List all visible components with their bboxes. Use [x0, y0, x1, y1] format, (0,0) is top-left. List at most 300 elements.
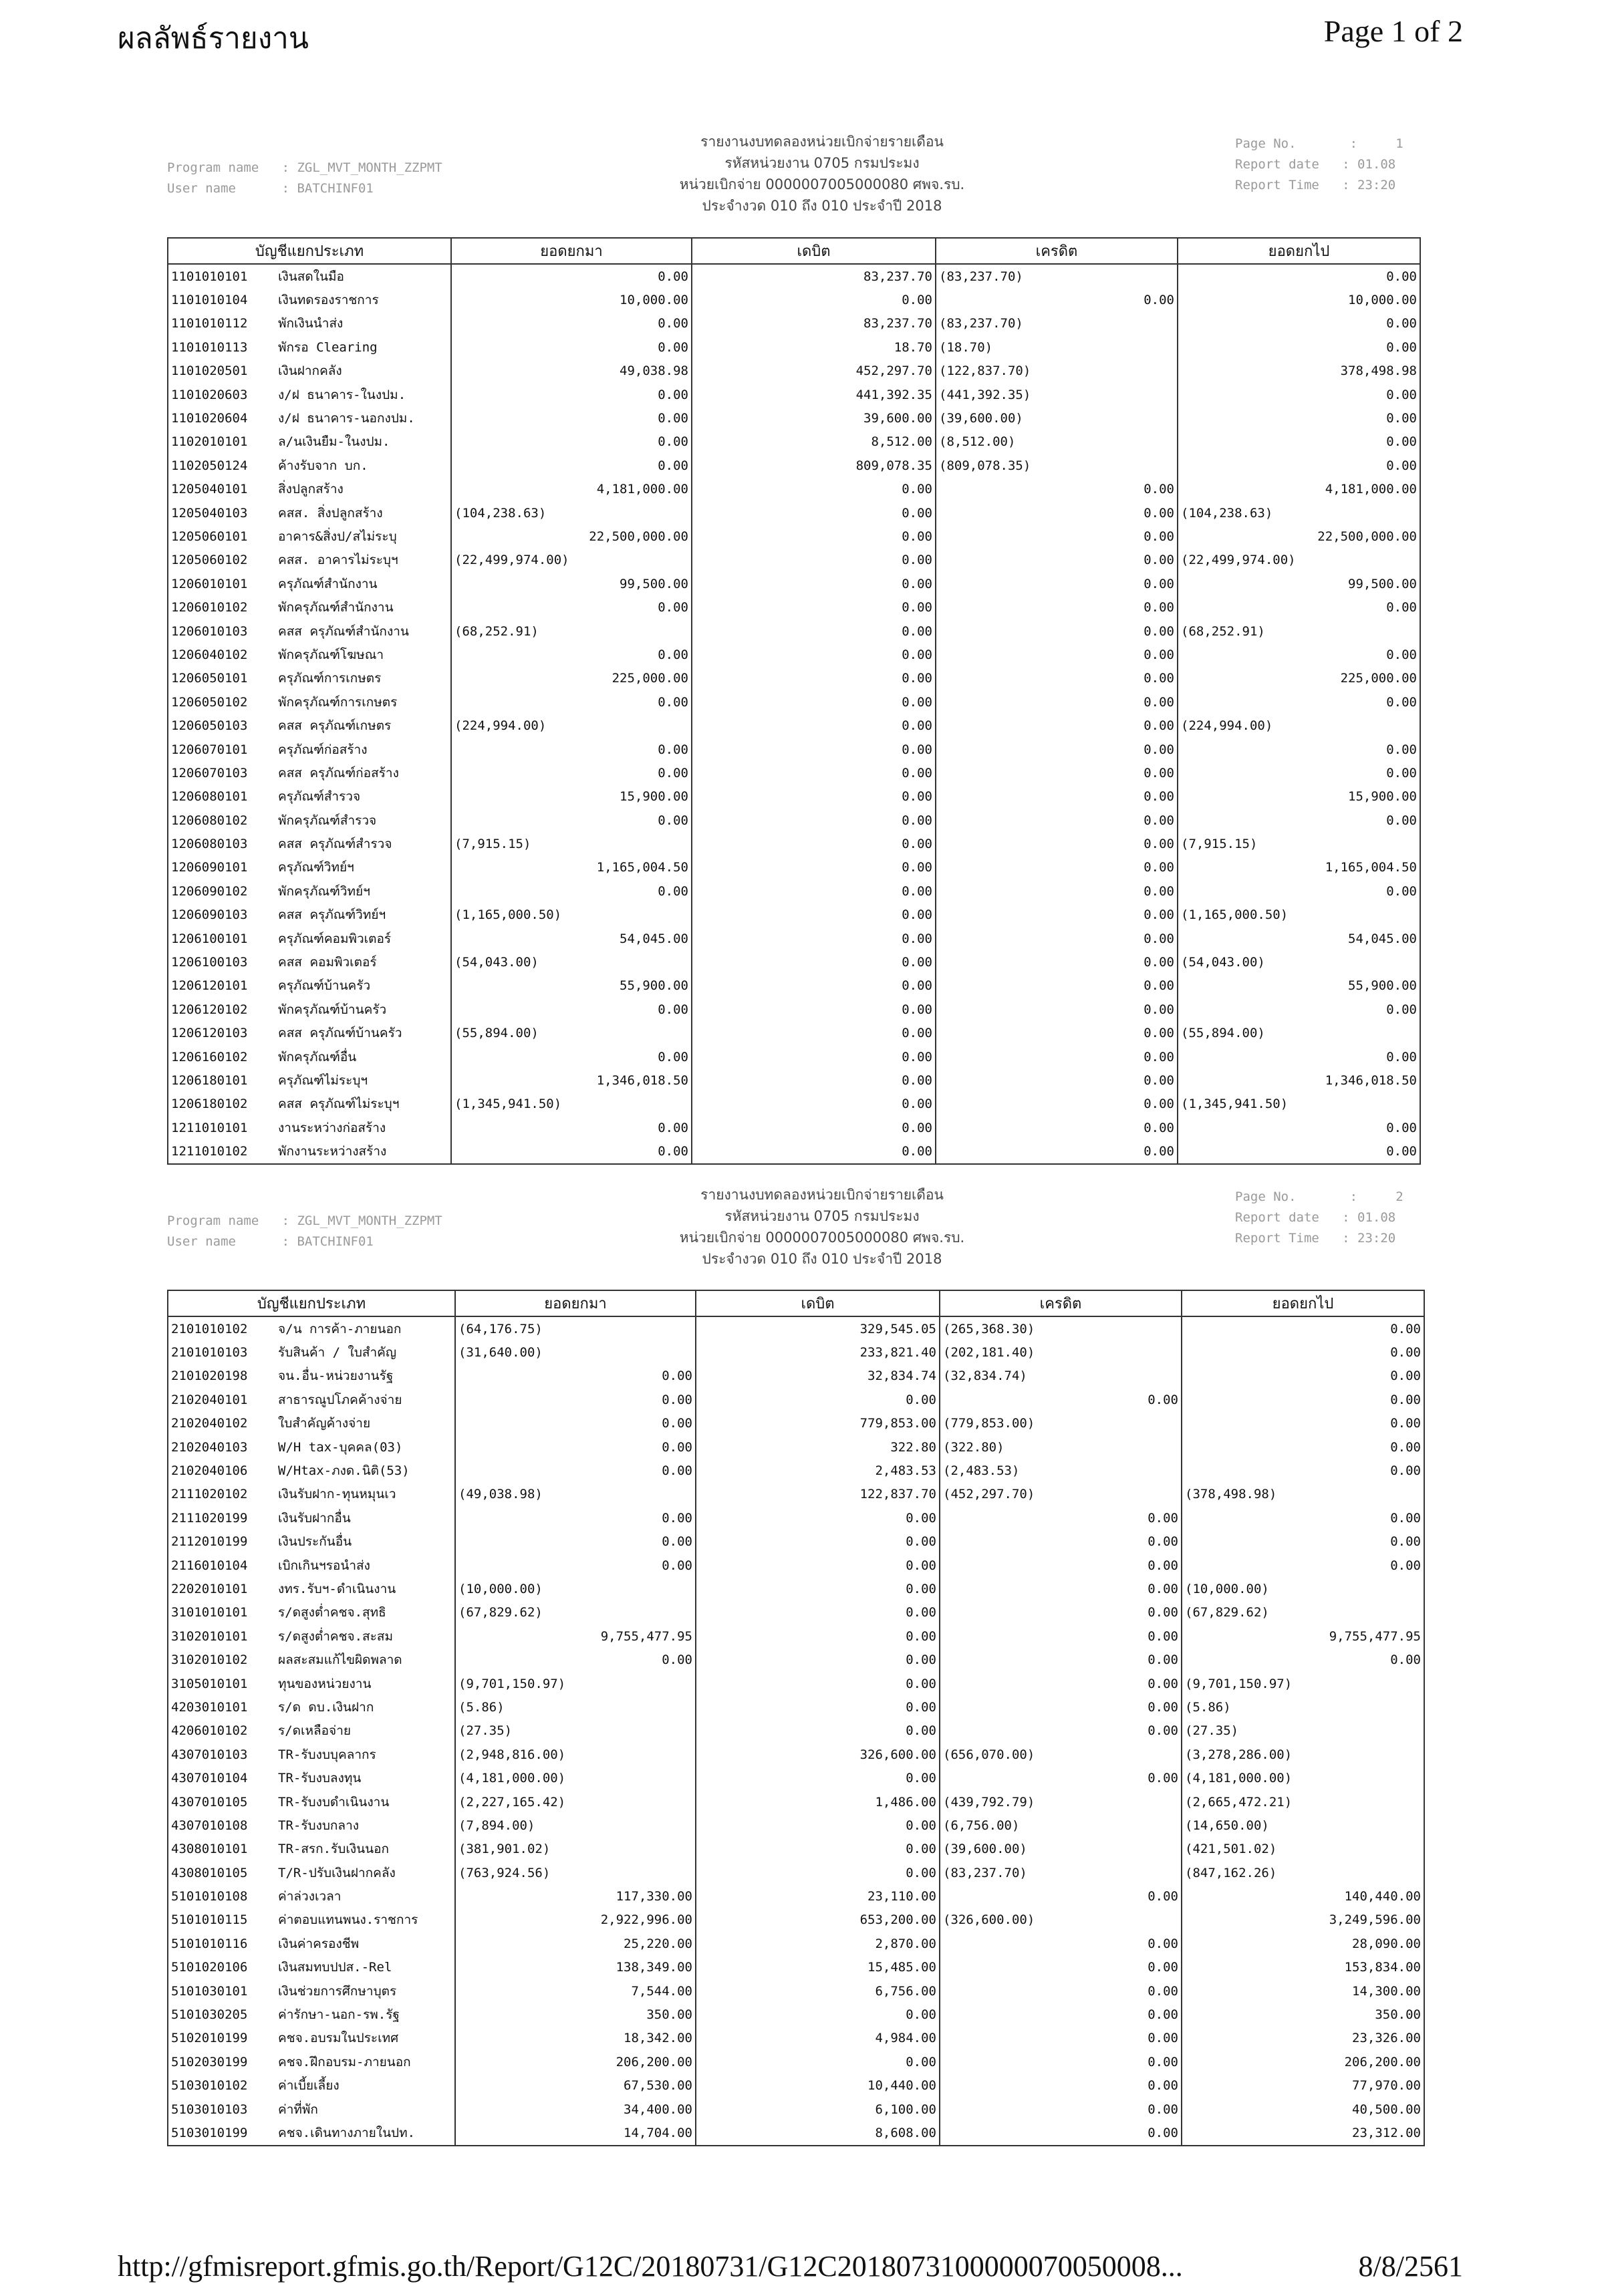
account-name: ค่ารักษา-นอก-รพ.รัฐ: [278, 2007, 400, 2023]
account-name: เงินรับฝากอื่น: [278, 1510, 351, 1526]
carried-forward-cell: 15,900.00: [1178, 785, 1420, 809]
account-cell: [168, 1316, 455, 1340]
account-name: ครุภัณฑ์บ้านครัว: [278, 978, 371, 994]
table-row: [168, 619, 1420, 643]
period: ประจำงวด 010 ถึง 010 ประจำปี 2018: [702, 198, 942, 214]
carried-forward-cell: 206,200.00: [1182, 2050, 1424, 2073]
carried-forward-cell: (55,894.00): [1178, 1022, 1420, 1045]
page-number: Page 1 of 2: [1323, 14, 1463, 48]
account-cell: [168, 1790, 455, 1814]
brought-forward-cell: (9,701,150.97): [455, 1672, 696, 1695]
account-name: W/H tax-บุคคล(03): [278, 1439, 403, 1455]
account-name: TR-สรก.รับเงินนอก: [278, 1842, 389, 1857]
credit-zero-value: 0.00: [1148, 1889, 1178, 1904]
account-code: 1206120102: [171, 1002, 248, 1017]
table-row: [168, 1340, 1424, 1364]
brought-forward-cell: (22,499,974.00): [451, 549, 692, 572]
table-row: [168, 335, 1420, 359]
brought-forward-cell: (27.35): [455, 1719, 696, 1743]
account-cell: [168, 1554, 455, 1577]
credit-zero-value: 0.00: [1148, 1392, 1178, 1407]
credit-value: (39,600.00): [939, 411, 1023, 426]
account-name: พักครุภัณฑ์บ้านครัว: [278, 1002, 387, 1017]
credit-value: (326,600.00): [943, 1912, 1035, 1928]
debit-cell: 0.00: [692, 501, 936, 525]
footer-date: 8/8/2561: [1358, 2250, 1463, 2283]
table-row: [168, 406, 1420, 430]
table-row: [168, 1695, 1424, 1719]
account-name: ล/นเงินยืม-ในงปม.: [278, 434, 390, 450]
debit-cell: 0.00: [692, 761, 936, 784]
debit-cell: 83,237.70: [692, 312, 936, 335]
table-row: [168, 1648, 1424, 1671]
col-credit: เครดิต: [936, 238, 1178, 264]
debit-cell: 0.00: [692, 714, 936, 737]
account-name: ผลสะสมแก้ไขผิดพลาด: [278, 1653, 402, 1668]
account-code: 2101020198: [171, 1369, 248, 1384]
brought-forward-cell: 0.00: [451, 406, 692, 430]
debit-cell: 0.00: [696, 1648, 940, 1671]
credit-cell: [936, 549, 1178, 572]
account-name: TR-รับงบกลาง: [278, 1818, 360, 1833]
credit-cell: [936, 383, 1178, 406]
debit-cell: 0.00: [692, 1093, 936, 1116]
credit-cell: [936, 950, 1178, 974]
account-name: จน.อื่น-หน่วยงานรัฐ: [278, 1369, 394, 1384]
account-cell: [168, 1648, 455, 1671]
carried-forward-cell: (7,915.15): [1178, 832, 1420, 855]
carried-forward-cell: 0.00: [1178, 383, 1420, 406]
account-name: ค่าตอบแทนพนง.ราชการ: [278, 1912, 418, 1928]
brought-forward-cell: 14,704.00: [455, 2121, 696, 2145]
brought-forward-cell: 7,544.00: [455, 1979, 696, 2003]
table-row: [168, 1388, 1424, 1411]
credit-cell: [936, 454, 1178, 477]
account-cell: [168, 832, 451, 855]
account-cell: [168, 549, 451, 572]
brought-forward-cell: 0.00: [451, 738, 692, 761]
debit-cell: 0.00: [692, 738, 936, 761]
account-cell: [168, 454, 451, 477]
account-code: 4308010101: [171, 1842, 248, 1857]
credit-cell: [940, 1459, 1182, 1482]
account-code: 5101010116: [171, 1936, 248, 1951]
brought-forward-cell: (4,181,000.00): [455, 1766, 696, 1789]
debit-cell: 0.00: [692, 950, 936, 974]
account-name: พักเงินนำส่ง: [278, 316, 344, 331]
credit-cell: [936, 1045, 1178, 1068]
table-row: [168, 785, 1420, 809]
account-name: ร/ด ดบ.เงินฝาก: [278, 1699, 374, 1715]
carried-forward-cell: 0.00: [1178, 1045, 1420, 1068]
table-row: [168, 1743, 1424, 1766]
brought-forward-cell: 0.00: [455, 1530, 696, 1554]
account-cell: [168, 1884, 455, 1908]
debit-cell: 4,984.00: [696, 2027, 940, 2050]
account-name: พักครุภัณฑ์โฆษณา: [278, 647, 384, 662]
brought-forward-cell: (54,043.00): [451, 950, 692, 974]
table-row: [168, 809, 1420, 832]
debit-cell: 39,600.00: [692, 406, 936, 430]
account-cell: [168, 2098, 455, 2121]
brought-forward-cell: 2,922,996.00: [455, 1908, 696, 1932]
carried-forward-cell: 225,000.00: [1178, 667, 1420, 690]
credit-value: (441,392.35): [939, 387, 1031, 402]
account-cell: [168, 1483, 455, 1506]
carried-forward-cell: 0.00: [1178, 690, 1420, 714]
credit-cell: [940, 1506, 1182, 1530]
credit-zero-value: 0.00: [1144, 860, 1174, 875]
account-cell: [168, 595, 451, 619]
account-cell: [168, 1814, 455, 1837]
account-code: 1206090101: [171, 860, 248, 875]
credit-zero-value: 0.00: [1144, 1026, 1174, 1041]
table-row: [168, 549, 1420, 572]
carried-forward-cell: 9,755,477.95: [1182, 1624, 1424, 1648]
debit-cell: 2,483.53: [696, 1459, 940, 1482]
table-row: [168, 2098, 1424, 2121]
credit-value: (18.70): [939, 339, 993, 355]
account-cell: [168, 1068, 451, 1092]
account-name: เงินทดรองราชการ: [278, 293, 379, 308]
account-name: คสส. สิ่งปลูกสร้าง: [278, 505, 383, 521]
account-code: 2111020102: [171, 1487, 248, 1502]
credit-cell: [936, 879, 1178, 903]
table-row: [168, 572, 1420, 595]
account-code: 5102030199: [171, 2054, 248, 2069]
credit-cell: [940, 1412, 1182, 1435]
credit-zero-value: 0.00: [1144, 671, 1174, 686]
debit-cell: 0.00: [692, 619, 936, 643]
account-code: 2102040106: [171, 1463, 248, 1479]
carried-forward-cell: 350.00: [1182, 2003, 1424, 2026]
table-row: [168, 714, 1420, 737]
account-cell: [168, 1340, 455, 1364]
account-cell: [168, 1139, 451, 1163]
credit-value: (779,853.00): [943, 1416, 1035, 1431]
debit-cell: 83,237.70: [692, 264, 936, 288]
account-code: 3101010101: [171, 1605, 248, 1620]
account-cell: [168, 1695, 455, 1719]
credit-zero-value: 0.00: [1144, 694, 1174, 710]
debit-cell: 322.80: [696, 1435, 940, 1459]
brought-forward-cell: 4,181,000.00: [451, 478, 692, 501]
credit-cell: [936, 667, 1178, 690]
carried-forward-cell: 0.00: [1178, 738, 1420, 761]
carried-forward-cell: 0.00: [1182, 1316, 1424, 1340]
debit-cell: 441,392.35: [692, 383, 936, 406]
table-row: [168, 1412, 1424, 1435]
debit-cell: 0.00: [692, 1068, 936, 1092]
table-row: [168, 1814, 1424, 1837]
account-cell: [168, 1861, 455, 1884]
brought-forward-cell: 25,220.00: [455, 1932, 696, 1955]
account-code: 4206010102: [171, 1723, 248, 1739]
debit-cell: 0.00: [692, 998, 936, 1021]
debit-cell: 779,853.00: [696, 1412, 940, 1435]
account-code: 1206010102: [171, 600, 248, 615]
table-row: [168, 1435, 1424, 1459]
debit-cell: 0.00: [696, 1577, 940, 1600]
carried-forward-cell: 0.00: [1178, 312, 1420, 335]
account-code: 1206070103: [171, 765, 248, 780]
carried-forward-cell: (421,501.02): [1182, 1838, 1424, 1861]
account-code: 1206180102: [171, 1097, 248, 1112]
account-code: 1206080103: [171, 837, 248, 852]
table-row: [168, 454, 1420, 477]
table-row: [168, 2121, 1424, 2145]
credit-zero-value: 0.00: [1144, 553, 1174, 568]
account-name: คสส คอมพิวเตอร์: [278, 955, 377, 970]
report-1-title-block: [555, 131, 1089, 217]
brought-forward-cell: 350.00: [455, 2003, 696, 2026]
credit-cell: [940, 1814, 1182, 1837]
brought-forward-cell: (64,176.75): [455, 1316, 696, 1340]
brought-forward-cell: 0.00: [451, 1045, 692, 1068]
account-code: 5101020106: [171, 1960, 248, 1975]
account-cell: [168, 1672, 455, 1695]
account-cell: [168, 1956, 455, 1979]
account-cell: [168, 974, 451, 998]
debit-cell: 329,545.05: [696, 1316, 940, 1340]
account-name: คสส ครุภัณฑ์ไม่ระบุฯ: [278, 1097, 400, 1112]
carried-forward-cell: 0.00: [1178, 430, 1420, 454]
credit-zero-value: 0.00: [1144, 623, 1174, 639]
brought-forward-cell: 0.00: [455, 1365, 696, 1388]
account-cell: [168, 1365, 455, 1388]
credit-cell: [940, 1790, 1182, 1814]
credit-zero-value: 0.00: [1144, 1072, 1174, 1088]
credit-cell: [936, 406, 1178, 430]
account-cell: [168, 1601, 455, 1624]
credit-zero-value: 0.00: [1144, 1049, 1174, 1064]
account-name: สิ่งปลูกสร้าง: [278, 482, 344, 497]
account-cell: [168, 667, 451, 690]
carried-forward-cell: 4,181,000.00: [1178, 478, 1420, 501]
account-cell: [168, 1766, 455, 1789]
table-row: [168, 1790, 1424, 1814]
debit-cell: 6,100.00: [696, 2098, 940, 2121]
carried-forward-cell: (1,165,000.50): [1178, 903, 1420, 927]
table-row: [168, 312, 1420, 335]
debit-cell: 0.00: [696, 2050, 940, 2073]
account-code: 1101020501: [171, 364, 248, 379]
account-code: 5101010115: [171, 1912, 248, 1928]
credit-cell: [936, 856, 1178, 879]
carried-forward-cell: 22,500,000.00: [1178, 525, 1420, 548]
account-code: 5103010199: [171, 2125, 248, 2140]
debit-cell: 32,834.74: [696, 1365, 940, 1388]
carried-forward-cell: (847,162.26): [1182, 1861, 1424, 1884]
brought-forward-cell: 138,349.00: [455, 1956, 696, 1979]
account-code: 2112010199: [171, 1534, 248, 1550]
debit-cell: 23,110.00: [696, 1884, 940, 1908]
brought-forward-cell: 0.00: [451, 879, 692, 903]
account-cell: [168, 572, 451, 595]
carried-forward-cell: 3,249,596.00: [1182, 1908, 1424, 1932]
account-cell: [168, 903, 451, 927]
carried-forward-cell: 0.00: [1182, 1412, 1424, 1435]
account-cell: [168, 1506, 455, 1530]
credit-zero-value: 0.00: [1144, 600, 1174, 615]
brought-forward-cell: (49,038.98): [455, 1483, 696, 1506]
debit-cell: 0.00: [696, 1838, 940, 1861]
debit-cell: 0.00: [692, 832, 936, 855]
credit-value: (809,078.35): [939, 458, 1031, 473]
table-row: [168, 264, 1420, 288]
brought-forward-cell: 225,000.00: [451, 667, 692, 690]
credit-cell: [936, 714, 1178, 737]
credit-cell: [940, 1388, 1182, 1411]
brought-forward-cell: 15,900.00: [451, 785, 692, 809]
credit-cell: [940, 1672, 1182, 1695]
account-name: ครุภัณฑ์คอมพิวเตอร์: [278, 931, 392, 946]
account-code: 1206160102: [171, 1049, 248, 1064]
account-code: 1206070101: [171, 742, 248, 757]
account-code: 1205060102: [171, 553, 248, 568]
credit-cell: [936, 335, 1178, 359]
carried-forward-cell: 1,165,004.50: [1178, 856, 1420, 879]
brought-forward-cell: (67,829.62): [455, 1601, 696, 1624]
carried-forward-cell: (224,994.00): [1178, 714, 1420, 737]
trial-balance-table-1: [167, 237, 1421, 1165]
credit-zero-value: 0.00: [1144, 293, 1174, 308]
credit-value: (122,837.70): [939, 364, 1031, 379]
table-row: [168, 832, 1420, 855]
credit-zero-value: 0.00: [1144, 1144, 1174, 1159]
account-cell: [168, 2121, 455, 2145]
credit-cell: [940, 1719, 1182, 1743]
debit-cell: 0.00: [692, 288, 936, 311]
debit-cell: 0.00: [696, 1506, 940, 1530]
table-header-row: [168, 238, 1420, 264]
debit-cell: 0.00: [692, 667, 936, 690]
credit-cell: [940, 2074, 1182, 2098]
account-name: เงินค่าครองชีพ: [278, 1936, 360, 1951]
account-name: TR-รับงบดำเนินงาน: [278, 1794, 390, 1810]
account-name: ง/ฝ ธนาคาร-นอกงปม.: [278, 411, 415, 426]
carried-forward-cell: 77,970.00: [1182, 2074, 1424, 2098]
debit-cell: 18.70: [692, 335, 936, 359]
debit-cell: 0.00: [692, 1116, 936, 1139]
account-code: 5103010103: [171, 2102, 248, 2117]
account-code: 2102040101: [171, 1392, 248, 1407]
credit-zero-value: 0.00: [1148, 1936, 1178, 1951]
disbursement-unit: หน่วยเบิกจ่าย 0000007005000080 ศพจ.รบ.: [679, 176, 965, 192]
credit-zero-value: 0.00: [1144, 505, 1174, 521]
account-name: จ/น การค้า-ภายนอก: [278, 1321, 402, 1336]
credit-value: (83,237.70): [943, 1865, 1027, 1880]
report-1-page-info: Page No. : 1 Report date : 01.08 Report Time : 23:20: [1235, 136, 1403, 192]
credit-zero-value: 0.00: [1148, 1628, 1178, 1644]
account-name: คสส. อาคารไม่ระบุฯ: [278, 553, 398, 568]
credit-cell: [936, 1068, 1178, 1092]
account-code: 1206180101: [171, 1072, 248, 1088]
account-name: ครุภัณฑ์สำนักงาน: [278, 576, 378, 591]
account-name: คสส ครุภัณฑ์วิทย์ฯ: [278, 907, 386, 923]
account-code: 1206040102: [171, 647, 248, 662]
credit-cell: [936, 809, 1178, 832]
brought-forward-cell: 0.00: [451, 454, 692, 477]
account-code: 2102040103: [171, 1439, 248, 1455]
account-name: พักรอ Clearing: [278, 339, 378, 355]
report-1-program-info: Program name : ZGL_MVT_MONTH_ZZPMT User name : BATCHINF01: [167, 160, 442, 196]
col-debit: เดบิต: [696, 1290, 940, 1316]
account-name: คสส ครุภัณฑ์บ้านครัว: [278, 1026, 402, 1041]
account-name: เงินประกันอื่น: [278, 1534, 352, 1550]
report-2-program-info: Program name : ZGL_MVT_MONTH_ZZPMT User name : BATCHINF01: [167, 1213, 442, 1249]
account-code: 1206090102: [171, 883, 248, 899]
account-code: 1206120103: [171, 1026, 248, 1041]
table-row: [168, 1624, 1424, 1648]
account-cell: [168, 809, 451, 832]
brought-forward-cell: 67,530.00: [455, 2074, 696, 2098]
debit-cell: 233,821.40: [696, 1340, 940, 1364]
table-row: [168, 738, 1420, 761]
credit-cell: [940, 1956, 1182, 1979]
credit-cell: [936, 1022, 1178, 1045]
brought-forward-cell: 0.00: [451, 430, 692, 454]
account-name: ใบสำคัญค้างจ่าย: [278, 1416, 371, 1431]
carried-forward-cell: (67,829.62): [1182, 1601, 1424, 1624]
brought-forward-cell: (381,901.02): [455, 1838, 696, 1861]
carried-forward-cell: (378,498.98): [1182, 1483, 1424, 1506]
credit-zero-value: 0.00: [1148, 2125, 1178, 2140]
credit-cell: [936, 264, 1178, 288]
carried-forward-cell: 140,440.00: [1182, 1884, 1424, 1908]
account-cell: [168, 2050, 455, 2073]
table-row: [168, 2074, 1424, 2098]
account-cell: [168, 2003, 455, 2026]
credit-zero-value: 0.00: [1144, 576, 1174, 591]
col-credit: เครดิต: [940, 1290, 1182, 1316]
account-cell: [168, 714, 451, 737]
account-name: งานระหว่างก่อสร้าง: [278, 1120, 386, 1135]
credit-cell: [940, 2027, 1182, 2050]
carried-forward-cell: 23,312.00: [1182, 2121, 1424, 2145]
account-code: 1206100103: [171, 955, 248, 970]
account-cell: [168, 738, 451, 761]
account-cell: [168, 1093, 451, 1116]
credit-cell: [936, 430, 1178, 454]
table-row: [168, 1601, 1424, 1624]
credit-cell: [940, 1932, 1182, 1955]
credit-zero-value: 0.00: [1148, 1510, 1178, 1526]
carried-forward-cell: (3,278,286.00): [1182, 1743, 1424, 1766]
account-code: 2101010102: [171, 1321, 248, 1336]
credit-cell: [940, 1648, 1182, 1671]
account-cell: [168, 1838, 455, 1861]
credit-cell: [940, 2050, 1182, 2073]
brought-forward-cell: 0.00: [451, 809, 692, 832]
account-code: 1206050102: [171, 694, 248, 710]
brought-forward-cell: (55,894.00): [451, 1022, 692, 1045]
debit-cell: 0.00: [692, 927, 936, 950]
debit-cell: 0.00: [692, 785, 936, 809]
table-row: [168, 1316, 1424, 1340]
table-row: [168, 383, 1420, 406]
debit-cell: 1,486.00: [696, 1790, 940, 1814]
account-code: 1205060101: [171, 529, 248, 544]
account-name: เงินสดในมือ: [278, 269, 344, 284]
debit-cell: 653,200.00: [696, 1908, 940, 1932]
account-cell: [168, 690, 451, 714]
debit-cell: 0.00: [696, 2003, 940, 2026]
carried-forward-cell: 0.00: [1182, 1506, 1424, 1530]
account-name: TR-รับงบบุคลากร: [278, 1747, 376, 1762]
brought-forward-cell: 0.00: [455, 1506, 696, 1530]
account-name: ค่าล่วงเวลา: [278, 1889, 342, 1904]
